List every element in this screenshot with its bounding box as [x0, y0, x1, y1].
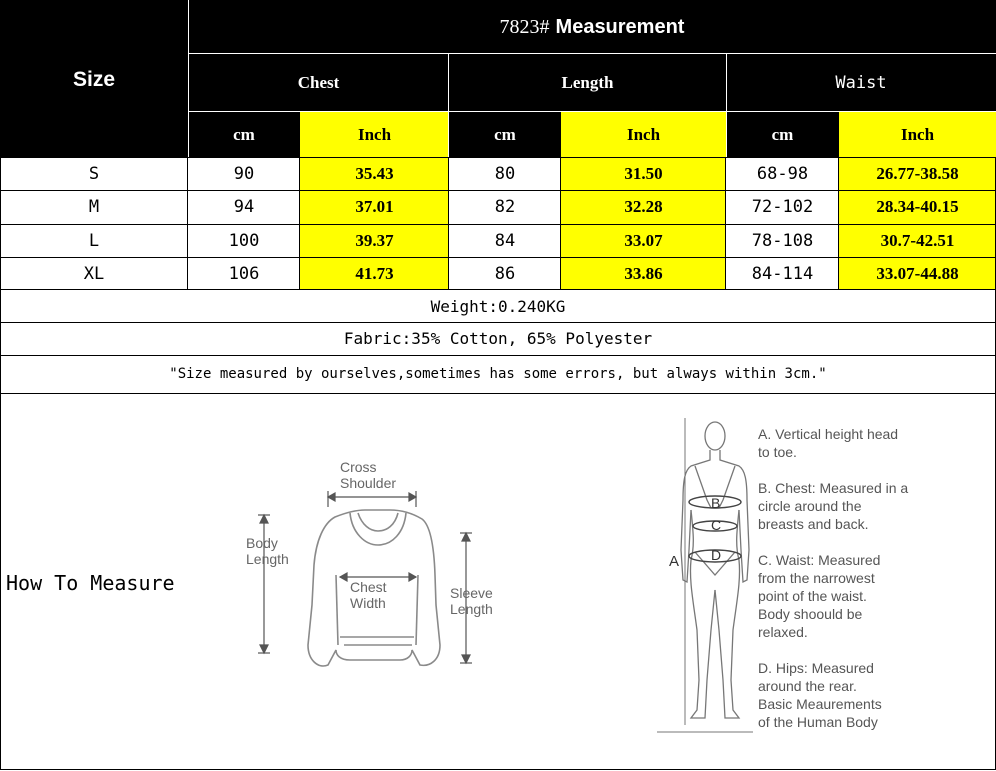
how-to-measure-label: How To Measure [6, 571, 175, 595]
note-d: D. Hips: Measured around the rear. Basic Meaurements of the Human Body [758, 660, 882, 730]
table-cell: 32.28 [561, 190, 726, 224]
table-cell: 26.77-38.58 [839, 157, 996, 190]
table-cell: 80 [494, 163, 516, 184]
body-length-label: Body Length [246, 535, 289, 567]
table-cell: 78-108 [751, 230, 814, 251]
fabric-row: Fabric:35% Cotton, 65% Polyester [343, 329, 653, 348]
table-cell: 84-114 [751, 263, 814, 284]
table-cell: 106 [228, 263, 260, 284]
table-cell: 31.50 [561, 157, 726, 190]
cross-shoulder-label: Cross Shoulder [340, 459, 397, 491]
table-cell: 30.7-42.51 [839, 224, 996, 257]
note-b: B. Chest: Measured in a circle around the breasts and back. [758, 480, 909, 532]
body-letter-a: A [669, 553, 680, 570]
table-cell: 84 [494, 230, 516, 251]
table-cell: 33.86 [561, 257, 726, 290]
group-header-length: Length [561, 73, 614, 92]
group-header-chest: Chest [297, 73, 340, 92]
weight-row: Weight:0.240KG [430, 296, 566, 316]
disclaimer-row: "Size measured by ourselves,sometimes has some errors, but always within 3cm." [169, 366, 827, 382]
human-body-icon [655, 410, 755, 745]
table-cell: 82 [494, 197, 516, 217]
note-a: A. Vertical height head to toe. [758, 426, 899, 460]
unit-length-inch: Inch [561, 112, 726, 157]
body-letter-d: D [711, 547, 722, 563]
title-code: 7823# [499, 15, 550, 38]
table-row-s-size: S [88, 163, 100, 184]
unit-chest-inch: Inch [300, 112, 449, 157]
table-row-xl-size: XL [83, 263, 105, 284]
body-letter-b: B [711, 495, 721, 511]
unit-chest-cm: cm [233, 124, 255, 144]
table-cell: 100 [228, 230, 260, 251]
table-cell: 28.34-40.15 [839, 190, 996, 224]
table-cell: 35.43 [300, 157, 449, 190]
body-diagram [655, 410, 755, 745]
title-text: Measurement [555, 15, 685, 38]
table-cell: 33.07-44.88 [839, 257, 996, 290]
table-cell: 90 [233, 163, 255, 184]
chest-width-label: Chest Width [350, 579, 387, 611]
garment-diagram [240, 455, 510, 690]
unit-waist-cm: cm [771, 124, 794, 144]
table-cell: 86 [494, 263, 516, 284]
sleeve-length-label: Sleeve Length [450, 585, 493, 617]
note-c: C. Waist: Measured from the narrowest point of the waist. Body shoould be relaxed. [758, 552, 881, 640]
table-cell: 72-102 [751, 197, 814, 217]
table-cell: 37.01 [300, 190, 449, 224]
unit-length-cm: cm [494, 124, 516, 144]
measurement-notes [758, 425, 988, 731]
table-cell: 33.07 [561, 224, 726, 257]
table-cell: 41.73 [300, 257, 449, 290]
table-row-m-size: M [88, 197, 100, 217]
table-cell: 68-98 [756, 163, 809, 184]
size-header: Size [72, 68, 116, 91]
body-letter-c: C [711, 517, 722, 533]
table-cell: 39.37 [300, 224, 449, 257]
table-cell: 94 [233, 197, 255, 217]
unit-waist-inch: Inch [839, 112, 996, 157]
table-row-l-size: L [88, 230, 100, 251]
group-header-waist: Waist [835, 73, 887, 93]
table-title [188, 0, 996, 54]
